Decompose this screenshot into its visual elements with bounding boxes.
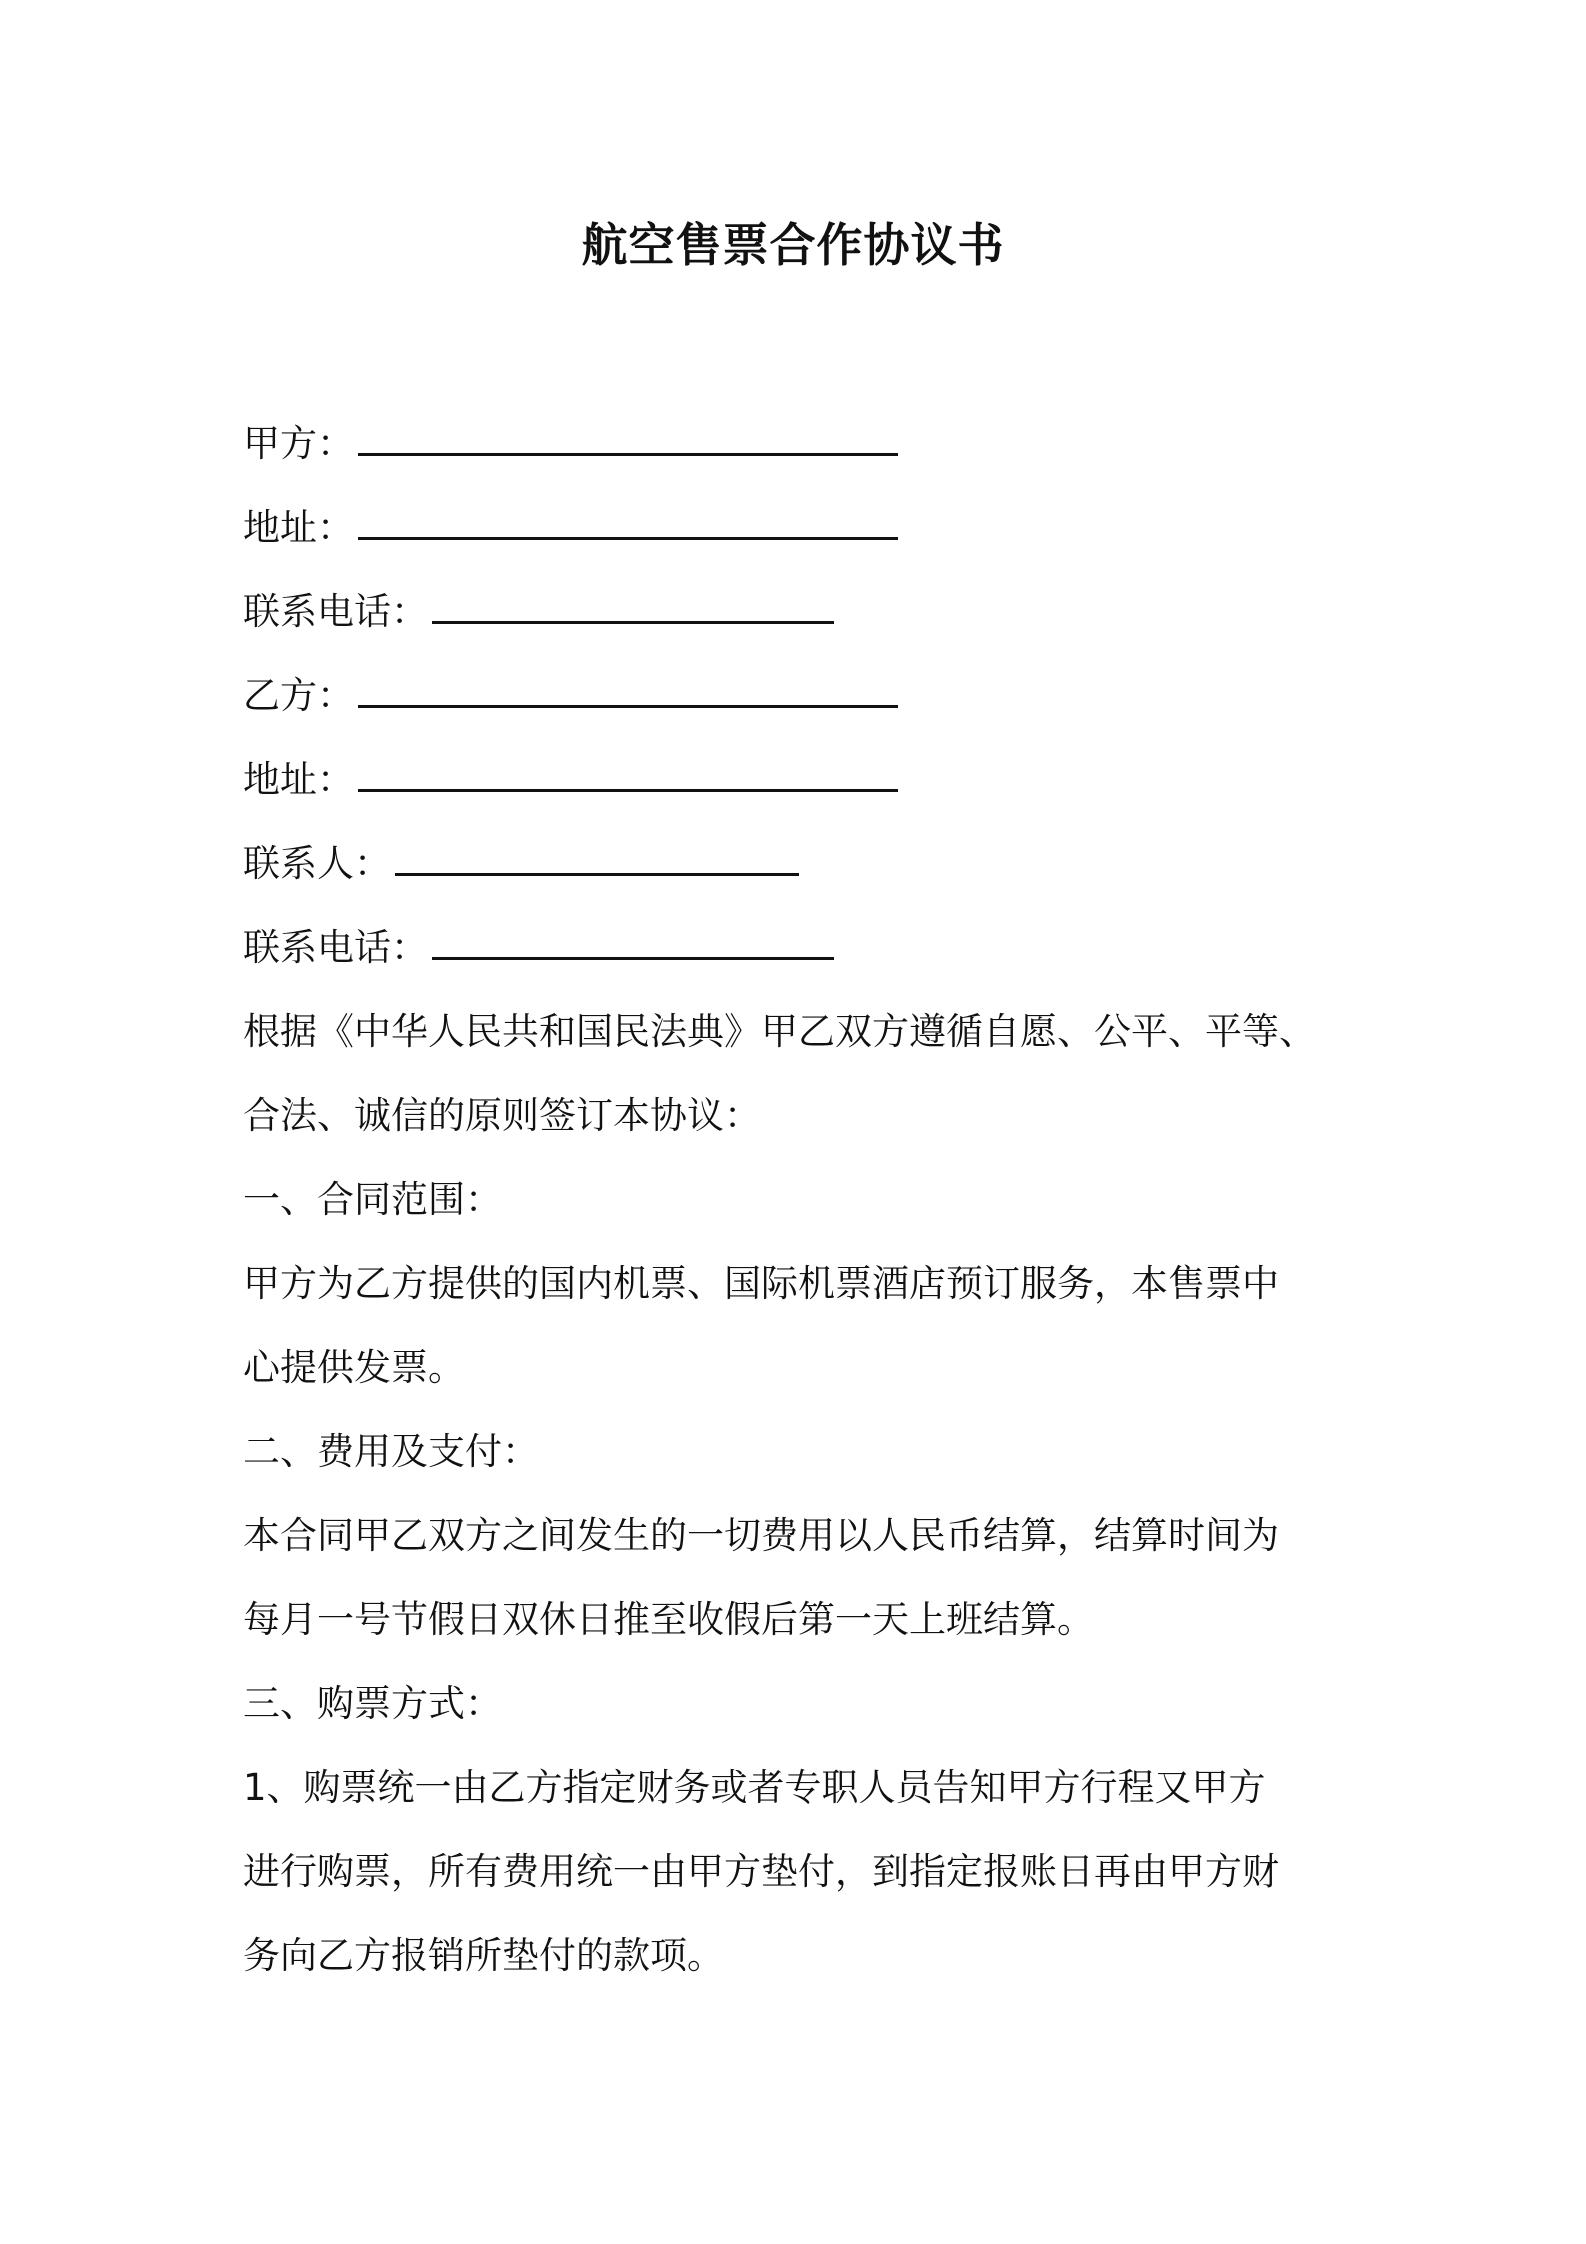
party-a-blank[interactable] [358,423,898,456]
party-a-phone-label: 联系电话： [243,590,428,633]
document-title: 航空售票合作协议书 [581,218,1005,272]
party-b-address-line [243,738,1363,822]
section1-line-2: 心提供发票。 [243,1346,465,1389]
party-b-address-blank[interactable] [358,759,898,792]
section1-heading: 一、合同范围： [243,1178,502,1221]
section2-line-2: 每月一号节假日双休日推至收假后第一天上班结算。 [243,1598,1094,1641]
party-b-contact-line [243,822,1363,906]
party-a-phone-line [243,570,1363,654]
section2-heading: 二、费用及支付： [243,1430,539,1473]
section2-line-1: 本合同甲乙双方之间发生的一切费用以人民币结算，结算时间为 [243,1514,1279,1557]
party-b-phone-line [243,906,1363,990]
party-b-address-label: 地址： [243,758,354,801]
section3-line-2: 进行购票，所有费用统一由甲方垫付，到指定报账日再由甲方财 [243,1850,1279,1893]
party-b-line [243,654,1363,738]
intro-line-2: 合法、诚信的原则签订本协议： [243,1094,761,1137]
party-a-address-label: 地址： [243,506,354,549]
intro-line-1: 根据《中华人民共和国民法典》甲乙双方遵循自愿、公平、平等、 [243,1010,1316,1053]
party-b-contact-label: 联系人： [243,842,391,885]
section3-heading: 三、购票方式： [243,1682,502,1725]
party-b-contact-blank[interactable] [395,843,799,876]
party-a-line [243,402,1363,486]
party-a-address-blank[interactable] [358,507,898,540]
section3-line-3: 务向乙方报销所垫付的款项。 [243,1934,724,1977]
party-a-phone-blank[interactable] [432,591,834,624]
party-b-phone-blank[interactable] [432,927,834,960]
party-b-label: 乙方： [243,674,354,717]
section3-line-1: 1、购票统一由乙方指定财务或者专职人员告知甲方行程又甲方 [243,1766,1266,1809]
section1-line-1: 甲方为乙方提供的国内机票、国际机票酒店预订服务，本售票中 [243,1262,1279,1305]
party-a-label: 甲方： [243,422,354,465]
party-b-phone-label: 联系电话： [243,926,428,969]
party-b-blank[interactable] [358,675,898,708]
party-a-address-line [243,486,1363,570]
document-body [243,402,1363,1998]
